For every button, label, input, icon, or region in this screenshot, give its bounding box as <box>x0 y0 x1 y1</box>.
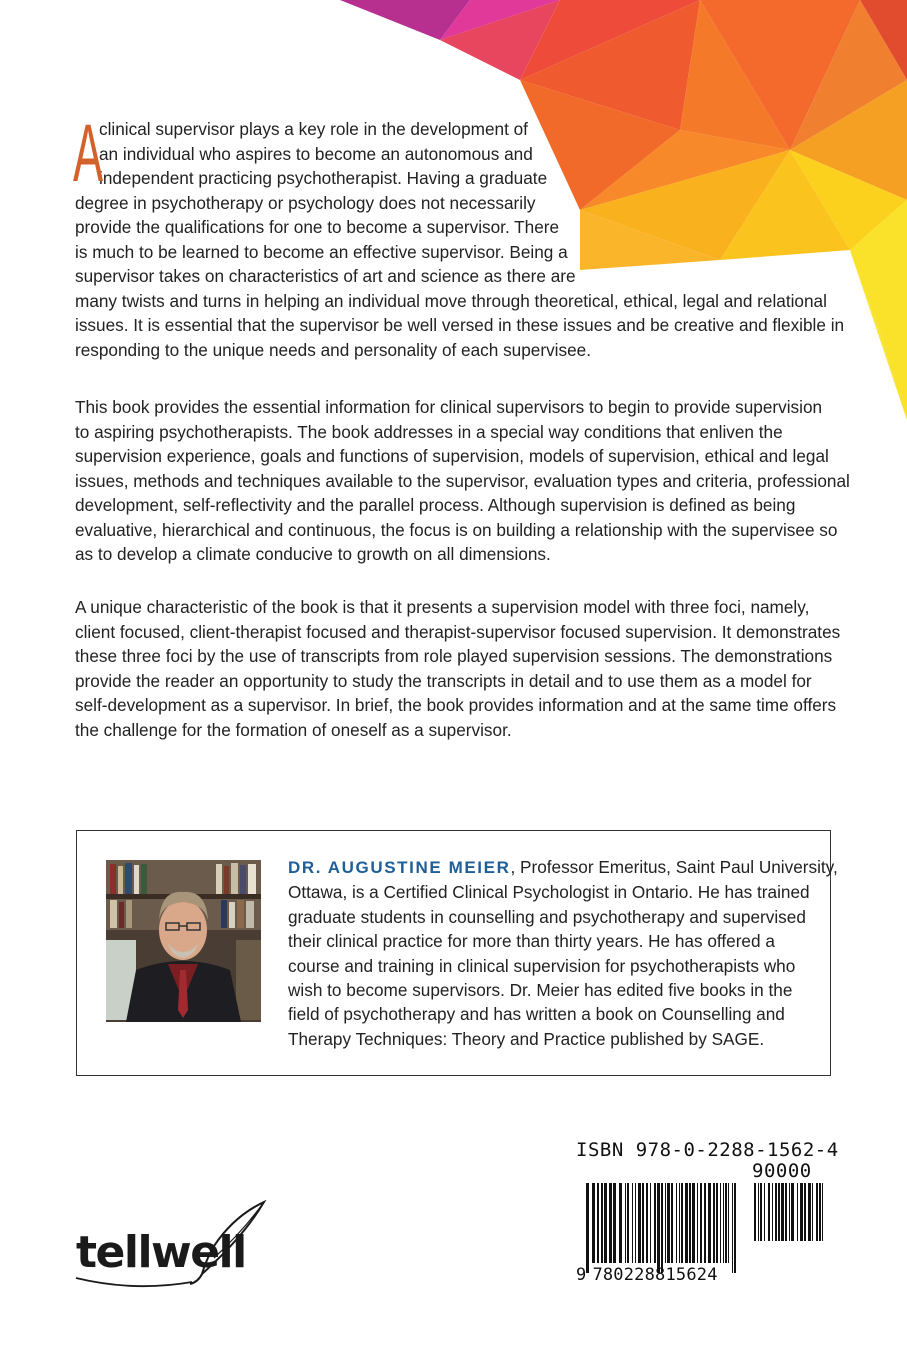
description-paragraph <box>75 395 850 567</box>
barcode-bar <box>625 1183 626 1263</box>
barcode-bar <box>700 1183 702 1263</box>
intro-line: supervisor takes on characteristics of art and science as there are <box>75 266 576 286</box>
model-line: provide the reader an opportunity to study the transcripts in detail and to use them as a model for <box>75 670 812 691</box>
barcode-bar <box>635 1183 636 1263</box>
barcode-bar <box>646 1183 648 1263</box>
model-paragraph <box>75 595 840 742</box>
barcode-bar <box>728 1183 729 1263</box>
author-bio-line: graduate students in counselling and psychotherapy and supervised <box>288 906 806 927</box>
barcode-addon <box>754 1183 824 1251</box>
barcode-bar <box>592 1183 595 1263</box>
barcode-bar <box>632 1183 633 1263</box>
barcode-bar <box>667 1183 670 1263</box>
barcode-bar <box>685 1183 688 1263</box>
author-bio-line: wish to become supervisors. Dr. Meier has edited five books in the <box>288 980 793 1001</box>
description-line: supervision experience, goals and functions of supervision, models of supervision, ethical and legal <box>75 446 829 466</box>
author-bio-line: course and training in clinical supervision for psychotherapists who <box>288 955 796 976</box>
author-bio-first-line <box>288 855 838 880</box>
barcode-bar <box>586 1183 589 1273</box>
barcode-bar <box>689 1183 691 1263</box>
description-line: development, self-reflectivity and the parallel process. Although supervision is defined as being <box>75 495 796 515</box>
barcode-bar <box>758 1183 759 1241</box>
barcode-bar <box>723 1183 724 1263</box>
barcode-bar <box>754 1183 756 1241</box>
barcode-bar <box>725 1183 727 1263</box>
intro-line: provide the qualifications for one to become a supervisor. There <box>75 217 560 237</box>
intro-line: degree in psychotherapy or psychology does not necessarily <box>75 192 536 213</box>
intro-line: is much to be learned to become an effective supervisor. Being a <box>75 241 568 262</box>
author-title: , Professor Emeritus, Saint Paul University, <box>510 857 838 877</box>
model-line: A unique characteristic of the book is that it presents a supervision model with three foci, namely, <box>75 597 810 617</box>
isbn-label: ISBN 978-0-2288-1562-4 <box>576 1139 839 1161</box>
barcode-bar <box>597 1183 599 1263</box>
model-line: the challenge for the formation of oneself as a supervisor. <box>75 719 512 740</box>
author-bio-line: Therapy Techniques: Theory and Practice published by SAGE. <box>288 1028 765 1049</box>
intro-line: an individual who aspires to become an autonomous and <box>99 143 533 164</box>
barcode-bar <box>734 1183 736 1273</box>
intro-paragraph <box>73 108 845 362</box>
barcode-bar <box>713 1183 715 1263</box>
barcode-bar <box>708 1183 711 1263</box>
barcode-bar <box>638 1183 641 1263</box>
barcode-bar <box>789 1183 790 1241</box>
barcode-bar <box>609 1183 612 1263</box>
barcode-bar <box>619 1183 622 1263</box>
author-bio-line: field of psychotherapy and has written a book on Counselling and <box>288 1004 785 1025</box>
publisher-logo-text: tellwell <box>76 1227 246 1278</box>
barcode-bar <box>679 1183 680 1263</box>
barcode-bar <box>768 1183 770 1241</box>
barcode-bar <box>601 1183 603 1263</box>
barcode-bar <box>800 1183 803 1241</box>
model-line: client focused, client-therapist focused and therapist-supervisor focused supervision. It demonstrates <box>75 621 841 642</box>
barcode-bar <box>797 1183 798 1241</box>
barcode-bar <box>822 1183 823 1241</box>
barcode-bar <box>732 1183 733 1273</box>
barcode-bar <box>681 1183 683 1263</box>
drop-cap: A <box>73 108 104 199</box>
description-line: as to develop a climate conducive to growth on all dimensions. <box>75 544 551 564</box>
barcode-bar <box>654 1183 656 1263</box>
author-name: DR. AUGUSTINE MEIER <box>288 858 511 877</box>
intro-line: responding to the unique needs and personality of each supervisee. <box>75 339 591 360</box>
barcode-first-digit: 9 <box>576 1265 587 1285</box>
barcode-bar <box>781 1183 784 1241</box>
price-code: 90000 <box>752 1160 812 1182</box>
barcode-bar <box>676 1183 677 1263</box>
barcode-bar <box>808 1183 811 1241</box>
description-line: evaluative, hierarchical and continuous, the focus is on building a relationship with the supervisee so <box>75 519 838 540</box>
barcode-bar <box>775 1183 777 1241</box>
intro-line: issues. It is essential that the supervisor be well versed in these issues and be creative and flexible in <box>75 315 845 335</box>
barcode-bar <box>704 1183 706 1263</box>
barcode-digit-string: 780228815624 <box>592 1265 718 1285</box>
barcode-bar <box>650 1183 651 1263</box>
barcode-bar <box>665 1183 666 1263</box>
barcode-bar <box>627 1183 629 1263</box>
model-line: self-development as a supervisor. In brief, the book provides information and at the same time offers <box>75 695 837 715</box>
barcode-bar <box>604 1183 607 1263</box>
intro-line: independent practicing psychotherapist. Having a graduate <box>99 168 548 188</box>
barcode-bar <box>760 1183 762 1241</box>
description-line: This book provides the essential information for clinical supervisors to begin to provide supervision <box>75 397 823 417</box>
barcode-bar <box>791 1183 794 1241</box>
barcode-digits <box>576 1265 718 1285</box>
barcode-bar <box>697 1183 698 1263</box>
intro-line: many twists and turns in helping an individual move through theoretical, ethical, legal and relational <box>75 290 827 311</box>
barcode <box>586 1183 736 1273</box>
intro-line: clinical supervisor plays a key role in the development of <box>99 119 528 139</box>
barcode-bar <box>692 1183 695 1263</box>
barcode-bar <box>804 1183 806 1241</box>
barcode-bar <box>657 1183 660 1273</box>
barcode-bar <box>778 1183 780 1241</box>
author-bio-line: their clinical practice for more than thirty years. He has offered a <box>288 931 775 952</box>
barcode-bar <box>785 1183 787 1241</box>
author-bio-line: Ottawa, is a Certified Clinical Psychologist in Ontario. He has trained <box>288 882 810 903</box>
barcode-bar <box>764 1183 765 1241</box>
description-line: to aspiring psychotherapists. The book addresses in a special way conditions that enliven the <box>75 421 783 442</box>
model-line: these three foci by the use of transcripts from role played supervision sessions. The demonstrations <box>75 646 833 666</box>
barcode-bar <box>671 1183 673 1263</box>
barcode-bar <box>812 1183 813 1241</box>
barcode-bar <box>816 1183 818 1241</box>
barcode-bar <box>716 1183 718 1263</box>
barcode-bar <box>720 1183 721 1263</box>
barcode-bar <box>613 1183 616 1263</box>
barcode-bar <box>819 1183 821 1241</box>
barcode-bar <box>772 1183 773 1241</box>
description-line: issues, methods and techniques available to the supervisor, evaluation types and criteria, professional <box>75 470 850 491</box>
author-bio <box>288 855 838 1051</box>
author-photo <box>106 860 261 1022</box>
barcode-bar <box>642 1183 644 1263</box>
barcode-bar <box>661 1183 663 1273</box>
